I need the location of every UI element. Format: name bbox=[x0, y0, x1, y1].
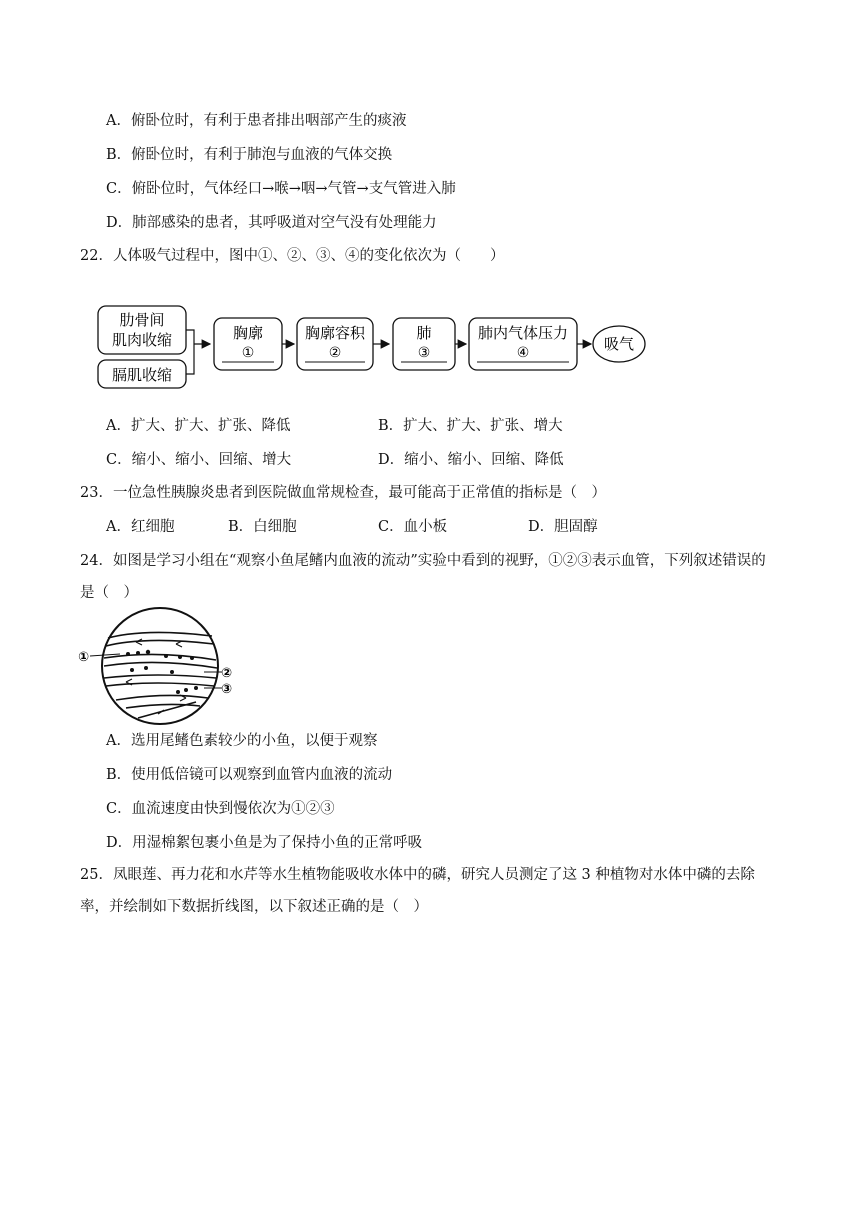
q22-option-c: C．缩小、缩小、回缩、增大 bbox=[106, 452, 292, 468]
q23-option-d: D．胆固醇 bbox=[528, 519, 598, 535]
box5-mark: ③ bbox=[417, 345, 431, 361]
label-vessel-2: ② bbox=[221, 666, 233, 681]
q23-stem: 23．一位急性胰腺炎患者到医院做血常规检查，最可能高于正常值的指标是（ ） bbox=[80, 485, 606, 501]
box6-mark: ④ bbox=[516, 345, 530, 361]
box5-title: 肺 bbox=[416, 324, 432, 342]
fish-tail-microscope-view bbox=[76, 606, 236, 726]
q22-stem: 22．人体吸气过程中，图中①、②、③、④的变化依次为（ ） bbox=[80, 248, 505, 264]
box4-title: 胸廓容积 bbox=[304, 324, 366, 342]
q23-option-c: C．血小板 bbox=[378, 519, 448, 535]
q21-option-c: C．俯卧位时，气体经口→喉→咽→气管→支气管进入肺 bbox=[106, 181, 456, 197]
q24-option-d: D．用湿棉絮包裹小鱼是为了保持小鱼的正常呼吸 bbox=[106, 835, 423, 851]
q22-option-b: B．扩大、扩大、扩张、增大 bbox=[378, 418, 563, 434]
q23-option-a: A．红细胞 bbox=[106, 519, 175, 535]
breathing-flow-diagram bbox=[0, 300, 860, 400]
q24-option-b: B．使用低倍镜可以观察到血管内血液的流动 bbox=[106, 767, 393, 783]
box1-line1: 肋骨间 bbox=[119, 311, 165, 329]
q23-option-b: B．白细胞 bbox=[228, 519, 297, 535]
box6-title: 肺内气体压力 bbox=[477, 324, 569, 342]
q21-option-d: D．肺部感染的患者，其呼吸道对空气没有处理能力 bbox=[106, 215, 437, 231]
box3-mark: ① bbox=[241, 345, 255, 361]
box1-line2: 肌肉收缩 bbox=[111, 331, 173, 349]
q22-option-d: D．缩小、缩小、回缩、降低 bbox=[378, 452, 564, 468]
q24-option-c: C．血流速度由快到慢依次为①②③ bbox=[106, 801, 335, 817]
q24-stem-line1: 24．如图是学习小组在“观察小鱼尾鳍内血液的流动”实验中看到的视野，①②③表示血管，下列叙述错误的 bbox=[80, 553, 766, 569]
q24-option-a: A．选用尾鳍色素较少的小鱼，以便于观察 bbox=[106, 733, 378, 749]
label-vessel-3: ③ bbox=[221, 682, 233, 697]
q24-stem-line2: 是（ ） bbox=[80, 585, 138, 601]
q25-stem-line1: 25．凤眼莲、再力花和水芹等水生植物能吸收水体中的磷，研究人员测定了这 3 种植物对水体中磷的去除 bbox=[80, 867, 755, 883]
label-vessel-1: ① bbox=[78, 650, 90, 665]
q22-option-a: A．扩大、扩大、扩张、降低 bbox=[106, 418, 291, 434]
q21-option-a: A．俯卧位时，有利于患者排出咽部产生的痰液 bbox=[106, 113, 407, 129]
box2-label: 膈肌收缩 bbox=[111, 366, 173, 384]
end-label: 吸气 bbox=[603, 335, 635, 353]
q21-option-b: B．俯卧位时，有利于肺泡与血液的气体交换 bbox=[106, 147, 393, 163]
q25-stem-line2: 率，并绘制如下数据折线图，以下叙述正确的是（ ） bbox=[80, 899, 428, 915]
box3-title: 胸廓 bbox=[232, 324, 264, 342]
box4-mark: ② bbox=[328, 345, 342, 361]
